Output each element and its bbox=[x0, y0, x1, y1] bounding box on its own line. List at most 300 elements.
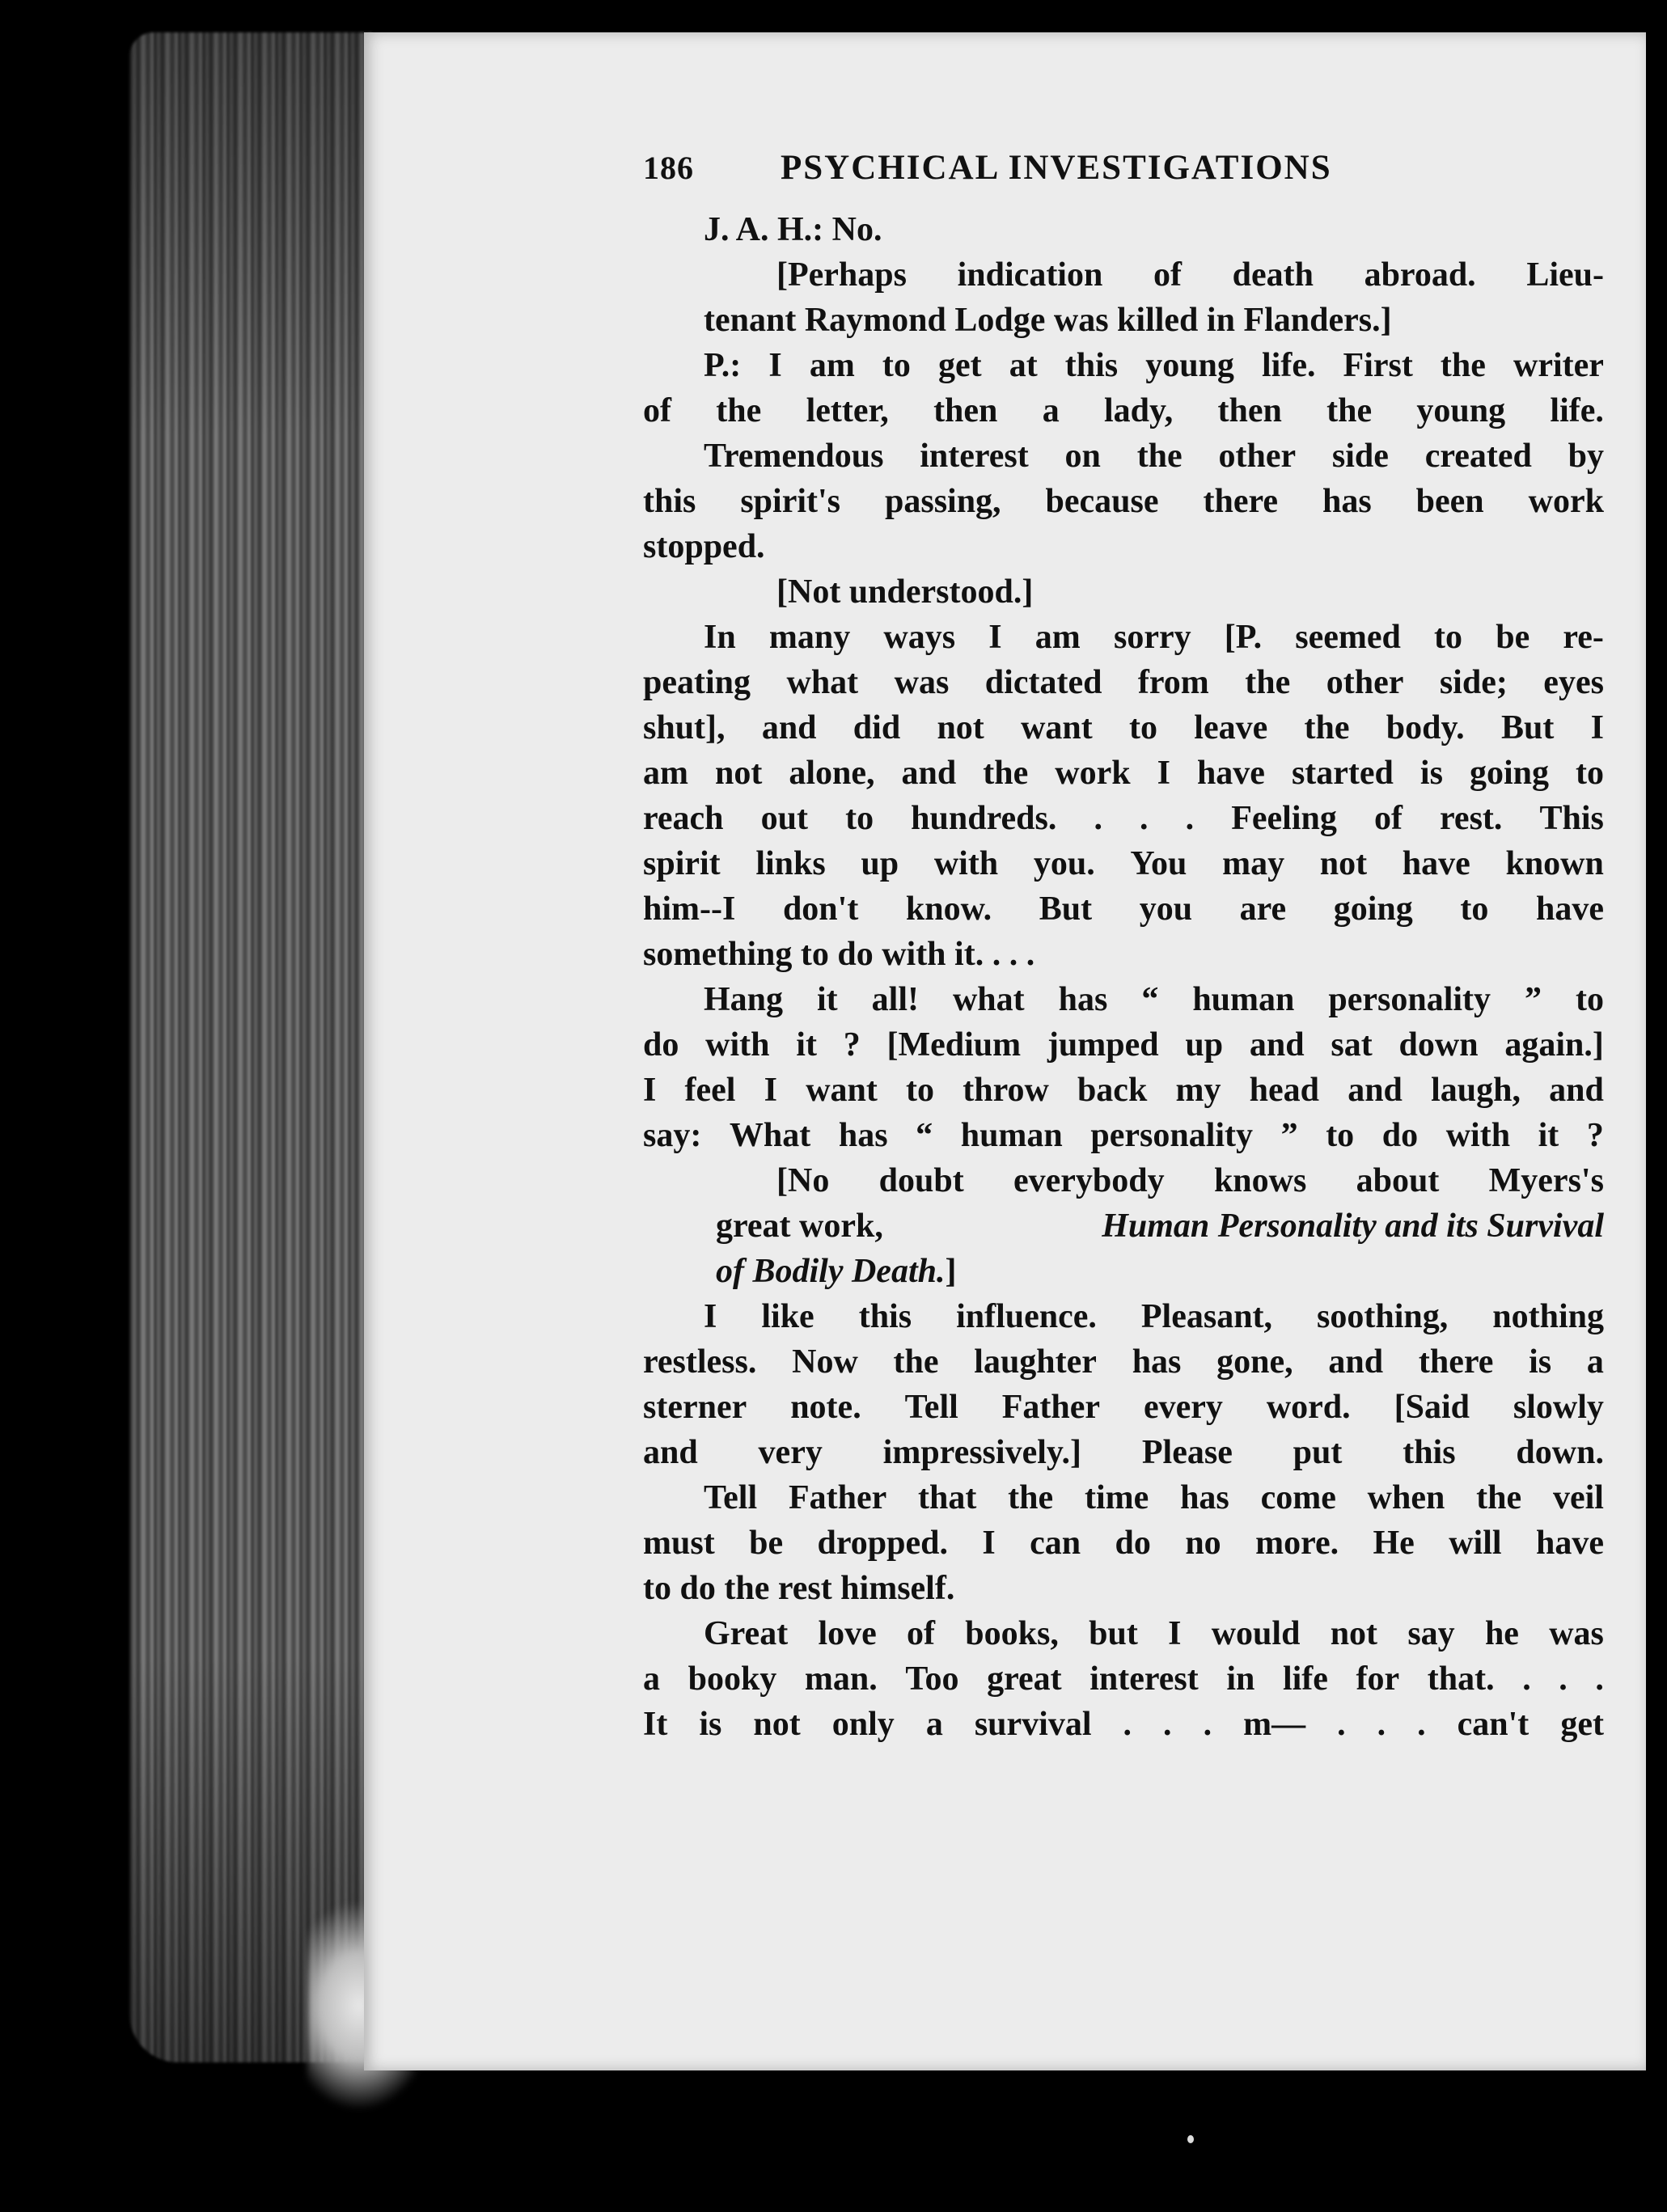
word: Too bbox=[905, 1660, 959, 1698]
word: can't bbox=[1457, 1706, 1529, 1743]
word: laughter bbox=[974, 1343, 1097, 1381]
word: I bbox=[1157, 755, 1170, 792]
word: then bbox=[933, 392, 998, 429]
word: with bbox=[705, 1026, 770, 1064]
text-line bbox=[643, 751, 1604, 796]
word: head bbox=[1249, 1072, 1320, 1109]
word: for bbox=[1356, 1660, 1400, 1698]
word: word. bbox=[1266, 1389, 1351, 1426]
word: to bbox=[1129, 709, 1158, 746]
word: But bbox=[1500, 709, 1555, 746]
word: P.: bbox=[704, 347, 742, 384]
word: do bbox=[1115, 1525, 1151, 1562]
word: every bbox=[1143, 1389, 1223, 1426]
word: this bbox=[1064, 347, 1119, 384]
word: don't bbox=[782, 890, 859, 928]
word: side; bbox=[1439, 664, 1508, 701]
word: I bbox=[768, 347, 782, 384]
italic-book-title: Human Personality and its Survival bbox=[1102, 1208, 1604, 1245]
text-line bbox=[643, 1022, 1604, 1068]
word: I bbox=[643, 1072, 657, 1109]
text-line bbox=[643, 615, 1604, 660]
word: known bbox=[1505, 845, 1604, 882]
word: . bbox=[1140, 800, 1149, 837]
word: death bbox=[1232, 256, 1314, 294]
word: I bbox=[988, 619, 1002, 656]
word: is bbox=[1529, 1343, 1552, 1381]
word: get bbox=[1560, 1706, 1604, 1743]
word: of bbox=[1373, 800, 1403, 837]
word: have bbox=[1402, 845, 1470, 882]
word: life bbox=[1282, 1660, 1328, 1698]
text-line bbox=[643, 1294, 1604, 1339]
word: down. bbox=[1516, 1434, 1604, 1471]
word: This bbox=[1539, 800, 1604, 837]
word: [No bbox=[776, 1162, 830, 1199]
word: from bbox=[1137, 664, 1209, 701]
word: with bbox=[933, 845, 999, 882]
word: slowly bbox=[1513, 1389, 1604, 1426]
word: it bbox=[796, 1026, 817, 1064]
word: feel bbox=[684, 1072, 736, 1109]
word: booky bbox=[688, 1660, 777, 1698]
word: then bbox=[1217, 392, 1282, 429]
word: human bbox=[1192, 981, 1295, 1018]
word: and bbox=[1549, 1072, 1604, 1109]
word: sterner bbox=[643, 1389, 747, 1426]
word: more. bbox=[1255, 1525, 1339, 1562]
word: nothing bbox=[1492, 1298, 1604, 1335]
word: not bbox=[753, 1706, 801, 1743]
word: on bbox=[1064, 438, 1101, 475]
word: sorry bbox=[1113, 619, 1191, 656]
word: in bbox=[1226, 1660, 1255, 1698]
word: interest bbox=[920, 438, 1029, 475]
word: it bbox=[1538, 1117, 1559, 1154]
word: of bbox=[1153, 256, 1182, 294]
word: is bbox=[699, 1706, 722, 1743]
word: Great bbox=[704, 1615, 789, 1652]
word: . bbox=[1123, 1706, 1132, 1743]
word: doubt bbox=[878, 1162, 964, 1199]
word: ways bbox=[883, 619, 956, 656]
word: and bbox=[761, 709, 817, 746]
word: laugh, bbox=[1431, 1072, 1521, 1109]
word: First bbox=[1343, 347, 1413, 384]
word: I bbox=[704, 1298, 717, 1335]
word: impressively.] bbox=[882, 1434, 1082, 1471]
word: ? bbox=[1586, 1117, 1604, 1154]
word: this bbox=[643, 483, 696, 520]
word: influence. bbox=[956, 1298, 1097, 1335]
word: be bbox=[749, 1525, 784, 1562]
word: at bbox=[1009, 347, 1038, 384]
word: dictated bbox=[984, 664, 1102, 701]
word: Pleasant, bbox=[1140, 1298, 1273, 1335]
word: It bbox=[643, 1706, 668, 1743]
text-line bbox=[643, 660, 1604, 705]
text-line bbox=[643, 388, 1604, 434]
word: can bbox=[1030, 1525, 1081, 1562]
text-line bbox=[643, 1249, 1604, 1294]
word: letter, bbox=[806, 392, 889, 429]
word: seemed bbox=[1295, 619, 1401, 656]
word: personality bbox=[1328, 981, 1491, 1018]
word: going bbox=[1469, 755, 1549, 792]
word: back bbox=[1077, 1072, 1148, 1109]
word: spirit's bbox=[740, 483, 841, 520]
word: ” bbox=[1525, 981, 1542, 1018]
word: to bbox=[845, 800, 874, 837]
word: am bbox=[1034, 619, 1081, 656]
word: . bbox=[1377, 1706, 1386, 1743]
text-line bbox=[643, 1385, 1604, 1430]
text-line: tenant Raymond Lodge was killed in Flanders.] bbox=[704, 302, 1392, 339]
word: restless. bbox=[643, 1343, 757, 1381]
word: have bbox=[1196, 755, 1265, 792]
word: throw bbox=[963, 1072, 1049, 1109]
word: the bbox=[1476, 1479, 1522, 1516]
word: and bbox=[1249, 1026, 1305, 1064]
word: with bbox=[1445, 1117, 1511, 1154]
word: to bbox=[1460, 890, 1489, 928]
word: Myers's bbox=[1488, 1162, 1604, 1199]
word: have bbox=[1535, 1525, 1604, 1562]
word: did bbox=[853, 709, 901, 746]
word: have bbox=[1535, 890, 1604, 928]
word: are bbox=[1239, 890, 1287, 928]
word: . bbox=[1185, 800, 1195, 837]
word: life. bbox=[1262, 347, 1316, 384]
word: he bbox=[1484, 1615, 1519, 1652]
word: I bbox=[982, 1525, 996, 1562]
word: to bbox=[882, 347, 911, 384]
word: ? bbox=[843, 1026, 861, 1064]
word: the bbox=[1304, 709, 1350, 746]
word: say: bbox=[643, 1117, 702, 1154]
word: that bbox=[918, 1479, 977, 1516]
word: very bbox=[758, 1434, 823, 1471]
quote-text: great work, bbox=[716, 1208, 883, 1245]
word: my bbox=[1175, 1072, 1221, 1109]
book-page-edges bbox=[129, 32, 372, 2062]
text-line bbox=[643, 1611, 1604, 1656]
word: up bbox=[1185, 1026, 1224, 1064]
text-line bbox=[643, 977, 1604, 1022]
word: rest. bbox=[1440, 800, 1503, 837]
bracket: ] bbox=[945, 1253, 957, 1290]
word: human bbox=[960, 1117, 1063, 1154]
word: to bbox=[906, 1072, 935, 1109]
word: . bbox=[1337, 1706, 1346, 1743]
word: I bbox=[1590, 709, 1604, 746]
word: by bbox=[1568, 438, 1604, 475]
word: put bbox=[1293, 1434, 1343, 1471]
word: it bbox=[817, 981, 838, 1018]
word: lady, bbox=[1103, 392, 1174, 429]
text-line bbox=[643, 479, 1604, 524]
word: knows bbox=[1213, 1162, 1307, 1199]
word: the bbox=[1440, 347, 1486, 384]
word: the bbox=[1245, 664, 1291, 701]
word: spirit bbox=[643, 845, 721, 882]
word: the bbox=[893, 1343, 939, 1381]
word: ” bbox=[1280, 1117, 1298, 1154]
word: was bbox=[1549, 1615, 1604, 1652]
word: eyes bbox=[1543, 664, 1604, 701]
word: In bbox=[704, 619, 736, 656]
word: and bbox=[901, 755, 957, 792]
word: has bbox=[1180, 1479, 1229, 1516]
dust-speck bbox=[1187, 2135, 1194, 2143]
word: this bbox=[858, 1298, 912, 1335]
word: and bbox=[643, 1434, 698, 1471]
word: that. bbox=[1427, 1660, 1495, 1698]
word: What bbox=[729, 1117, 811, 1154]
word: because bbox=[1045, 483, 1159, 520]
word: say bbox=[1407, 1615, 1455, 1652]
word: love bbox=[818, 1615, 877, 1652]
word: am bbox=[643, 755, 688, 792]
word: be bbox=[1496, 619, 1530, 656]
word: of bbox=[643, 392, 671, 429]
word: get bbox=[937, 347, 982, 384]
word: do bbox=[1381, 1117, 1419, 1154]
text-line bbox=[643, 886, 1604, 932]
word: survival bbox=[974, 1706, 1092, 1743]
text-line: J. A. H.: No. bbox=[704, 211, 882, 248]
word: like bbox=[761, 1298, 814, 1335]
word: to bbox=[1434, 619, 1463, 656]
word: the bbox=[1136, 438, 1183, 475]
word: Tell bbox=[704, 1479, 758, 1516]
text-line bbox=[643, 343, 1604, 388]
running-head-title: PSYCHICAL INVESTIGATIONS bbox=[781, 149, 1332, 187]
word: do bbox=[643, 1026, 679, 1064]
word: about bbox=[1356, 1162, 1440, 1199]
word: has bbox=[1322, 483, 1372, 520]
text-line bbox=[643, 252, 1604, 298]
word: will bbox=[1449, 1525, 1502, 1562]
word: You bbox=[1130, 845, 1187, 882]
word: life. bbox=[1550, 392, 1604, 429]
word: [P. bbox=[1224, 619, 1263, 656]
word: many bbox=[768, 619, 851, 656]
word: gone, bbox=[1216, 1343, 1293, 1381]
word: . bbox=[1595, 1660, 1604, 1698]
word: . bbox=[1203, 1706, 1212, 1743]
word: work bbox=[1528, 483, 1604, 520]
word: come bbox=[1260, 1479, 1336, 1516]
word: not bbox=[1319, 845, 1368, 882]
word: the bbox=[1008, 1479, 1054, 1516]
word: you bbox=[1139, 890, 1193, 928]
word: work bbox=[1055, 755, 1131, 792]
text-line bbox=[643, 1520, 1604, 1566]
word: the bbox=[1326, 392, 1373, 429]
text-line bbox=[643, 1702, 1604, 1747]
word: soothing, bbox=[1317, 1298, 1449, 1335]
word: created bbox=[1424, 438, 1532, 475]
word: “ bbox=[1141, 981, 1159, 1018]
word: has bbox=[1058, 981, 1108, 1018]
text-line bbox=[643, 841, 1604, 886]
word: other bbox=[1218, 438, 1297, 475]
word: Father bbox=[788, 1479, 887, 1516]
text-line bbox=[643, 1068, 1604, 1113]
word: out bbox=[760, 800, 808, 837]
word: a bbox=[643, 1660, 660, 1698]
text-line bbox=[643, 1430, 1604, 1475]
word: no bbox=[1185, 1525, 1221, 1562]
word: a bbox=[925, 1706, 943, 1743]
word: would bbox=[1211, 1615, 1301, 1652]
word: reach bbox=[643, 800, 724, 837]
word: not bbox=[1330, 1615, 1378, 1652]
word: Feeling bbox=[1231, 800, 1337, 837]
word: m— bbox=[1243, 1706, 1306, 1743]
word: “ bbox=[916, 1117, 933, 1154]
word: has bbox=[1132, 1343, 1182, 1381]
word: this bbox=[1403, 1434, 1456, 1471]
text-line: [Not understood.] bbox=[776, 573, 1034, 611]
word: . bbox=[1522, 1660, 1531, 1698]
text-line: to do the rest himself. bbox=[643, 1570, 955, 1607]
word: . bbox=[1163, 1706, 1172, 1743]
word: there bbox=[1203, 483, 1279, 520]
word: to bbox=[1576, 981, 1604, 1018]
word: personality bbox=[1090, 1117, 1254, 1154]
word: was bbox=[894, 664, 950, 701]
text-line bbox=[643, 1203, 1604, 1249]
word: only bbox=[831, 1706, 895, 1743]
word: when bbox=[1367, 1479, 1445, 1516]
word: Please bbox=[1141, 1434, 1233, 1471]
text-line: something to do with it. . . . bbox=[643, 936, 1035, 973]
word: great bbox=[987, 1660, 1062, 1698]
word: I bbox=[764, 1072, 778, 1109]
word: everybody bbox=[1013, 1162, 1165, 1199]
text-line bbox=[643, 1475, 1604, 1520]
word: young bbox=[1145, 347, 1234, 384]
word: Tremendous bbox=[704, 438, 884, 475]
word: interest bbox=[1089, 1660, 1199, 1698]
word: all! bbox=[871, 981, 919, 1018]
word: passing, bbox=[884, 483, 1001, 520]
word: young bbox=[1416, 392, 1506, 429]
text-line bbox=[643, 1656, 1604, 1702]
word: not bbox=[715, 755, 763, 792]
text-line: stopped. bbox=[643, 528, 765, 565]
word: not bbox=[937, 709, 984, 746]
word: up bbox=[861, 845, 899, 882]
word: veil bbox=[1552, 1479, 1604, 1516]
word: of bbox=[907, 1615, 936, 1652]
word: him--I bbox=[643, 890, 736, 928]
word: dropped. bbox=[817, 1525, 948, 1562]
word: and bbox=[1328, 1343, 1384, 1381]
page-number: 186 bbox=[643, 150, 694, 186]
page-text bbox=[643, 146, 1604, 1747]
word: But bbox=[1039, 890, 1093, 928]
word: writer bbox=[1513, 347, 1604, 384]
word: Hang bbox=[704, 981, 784, 1018]
text-line bbox=[643, 705, 1604, 751]
word: started bbox=[1291, 755, 1394, 792]
word: man. bbox=[804, 1660, 878, 1698]
word: down bbox=[1398, 1026, 1479, 1064]
word: indication bbox=[957, 256, 1103, 294]
word: Tell bbox=[904, 1389, 958, 1426]
word: hundreds. bbox=[911, 800, 1057, 837]
word: . bbox=[1559, 1660, 1568, 1698]
word: I bbox=[1168, 1615, 1182, 1652]
running-head bbox=[643, 146, 1604, 207]
word: leave bbox=[1194, 709, 1268, 746]
word: may bbox=[1222, 845, 1285, 882]
word: [Said bbox=[1394, 1389, 1470, 1426]
word: books, bbox=[965, 1615, 1059, 1652]
word: am bbox=[809, 347, 855, 384]
text-line bbox=[643, 1339, 1604, 1385]
word: . bbox=[1417, 1706, 1426, 1743]
word: you. bbox=[1033, 845, 1095, 882]
word: what bbox=[952, 981, 1025, 1018]
word: [Medium bbox=[886, 1026, 1022, 1064]
word: Lieu- bbox=[1526, 256, 1604, 294]
word: time bbox=[1084, 1479, 1149, 1516]
italic-book-title: of Bodily Death. bbox=[716, 1253, 946, 1290]
word: . bbox=[1094, 800, 1102, 837]
word: re- bbox=[1563, 619, 1604, 656]
text-line bbox=[643, 434, 1604, 479]
word: a bbox=[1042, 392, 1060, 429]
word: want bbox=[1021, 709, 1093, 746]
text-line bbox=[643, 1113, 1604, 1158]
word: He bbox=[1373, 1525, 1415, 1562]
word: what bbox=[786, 664, 859, 701]
word: links bbox=[755, 845, 826, 882]
word: [Perhaps bbox=[776, 256, 907, 294]
word: peating bbox=[643, 664, 751, 701]
word: other bbox=[1326, 664, 1404, 701]
word: side bbox=[1331, 438, 1389, 475]
word: know. bbox=[905, 890, 992, 928]
word: sat bbox=[1331, 1026, 1373, 1064]
text-line bbox=[643, 1158, 1604, 1203]
word: been bbox=[1415, 483, 1484, 520]
word: shut], bbox=[643, 709, 726, 746]
word: but bbox=[1089, 1615, 1138, 1652]
word: abroad. bbox=[1364, 256, 1476, 294]
word: must bbox=[643, 1525, 715, 1562]
word: to bbox=[1575, 755, 1604, 792]
word: the bbox=[983, 755, 1029, 792]
word: there bbox=[1418, 1343, 1494, 1381]
word: body. bbox=[1386, 709, 1465, 746]
word: to bbox=[1326, 1117, 1355, 1154]
word: alone, bbox=[789, 755, 875, 792]
word: again.] bbox=[1504, 1026, 1604, 1064]
word: Now bbox=[792, 1343, 858, 1381]
word: a bbox=[1586, 1343, 1604, 1381]
word: Father bbox=[1001, 1389, 1101, 1426]
word: want bbox=[806, 1072, 878, 1109]
word: has bbox=[838, 1117, 888, 1154]
word: jumped bbox=[1047, 1026, 1159, 1064]
word: and bbox=[1348, 1072, 1403, 1109]
word: the bbox=[716, 392, 762, 429]
